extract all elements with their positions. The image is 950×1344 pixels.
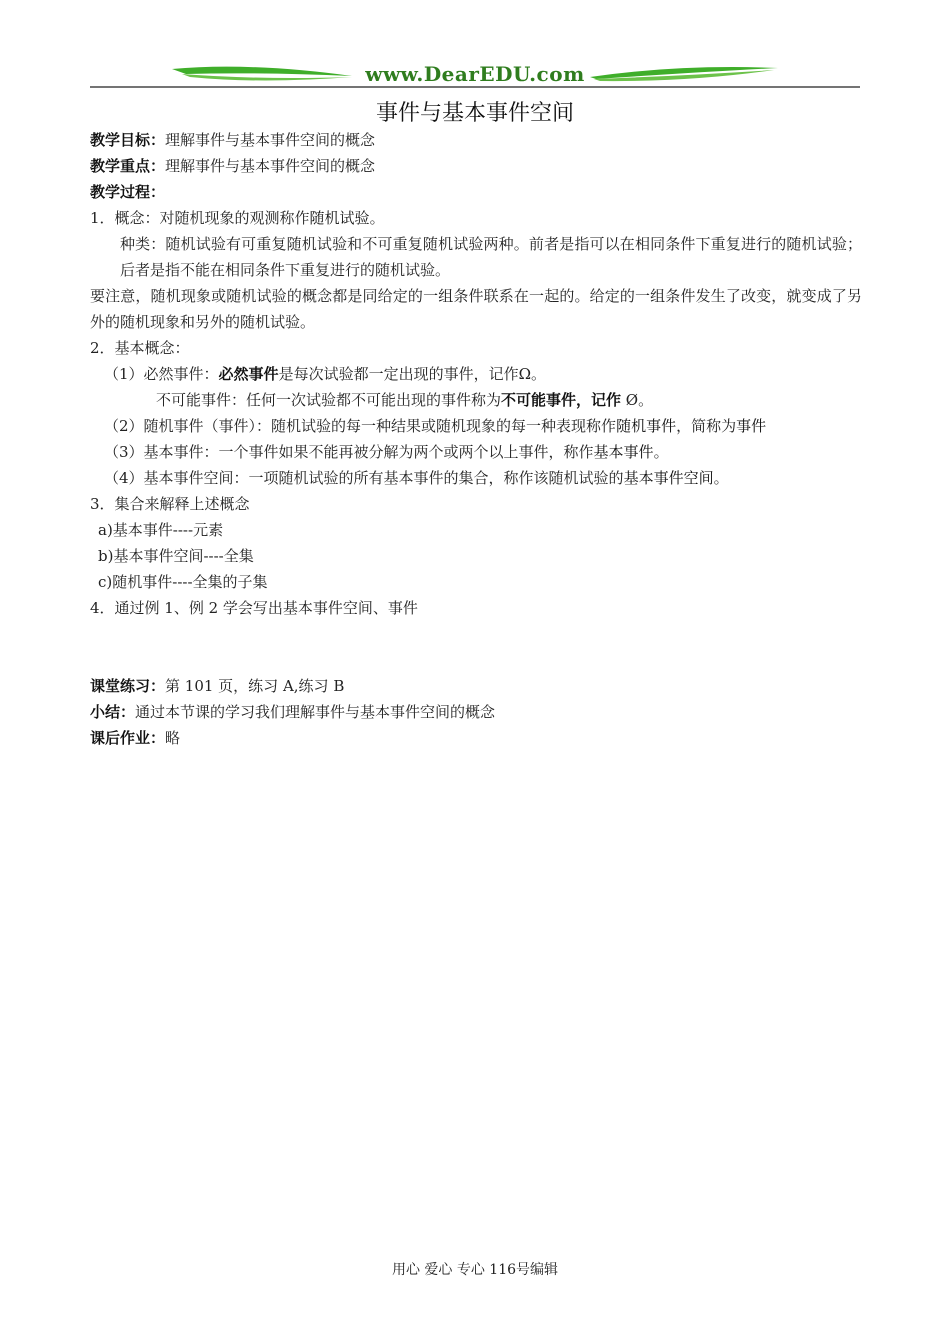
section-1-note: 要注意，随机现象或随机试验的概念都是同给定的一组条件联系在一起的。给定的一组条件发生了改变，就变成了另外的随机现象和另外的随机试验。 <box>90 287 862 331</box>
section-3-heading: 3．集合来解释上述概念 <box>90 495 250 513</box>
basic-event-text: （3）基本事件：一个事件如果不能再被分解为两个或两个以上事件，称作 <box>104 443 594 461</box>
summary-label: 小结： <box>90 703 136 721</box>
homework-line <box>90 725 862 751</box>
page-title: 事件与基本事件空间 <box>375 101 574 126</box>
set-mapping-a: a)基本事件----元素 <box>98 521 224 539</box>
spacer <box>90 621 862 673</box>
section-2-heading: 2．基本概念： <box>90 339 190 357</box>
concept-random-event <box>90 413 862 439</box>
focus-label: 教学重点： <box>90 157 166 175</box>
certain-event-text: 是每次试验都一定出现的事件，记作 <box>278 365 519 383</box>
basic-event-end: 。 <box>653 443 669 461</box>
homework-text: 略 <box>165 729 181 747</box>
section-4: 4．通过例 1、例 2 学会写出基本事件空间、事件 <box>90 599 418 617</box>
homework-label: 课后作业： <box>90 729 166 747</box>
site-logo-text[interactable]: www.DearEDU.com <box>365 62 585 86</box>
practice-label: 课堂练习： <box>90 677 166 695</box>
focus-line <box>90 153 862 179</box>
random-event-text: （2）随机事件（事件）：随机试验的每一种结果或随机现象的每一种表现称作 <box>104 417 617 435</box>
certain-event-prefix: （1）必然事件： <box>104 365 219 383</box>
summary-text: 通过本节课的学习我们理解事件与基本事件空间的概念 <box>135 703 496 721</box>
document-body <box>90 127 862 751</box>
random-event-mid: ，简称为 <box>676 417 737 435</box>
objective-label: 教学目标： <box>90 131 166 149</box>
concept-certain-event <box>90 361 862 387</box>
process-line <box>90 179 862 205</box>
basic-event-space-end: 。 <box>713 469 729 487</box>
objective-text: 理解事件与基本事件空间的概念 <box>165 131 376 149</box>
concept-basic-event <box>90 439 862 465</box>
basic-event-space-text: （4）基本事件空间：一项随机试验的所有基本事件的集合，称作该随机试验的 <box>104 469 624 487</box>
certain-event-end: 。 <box>531 365 547 383</box>
concept-impossible-event <box>90 387 862 413</box>
term-basic-event-space: 基本事件空间 <box>623 469 714 487</box>
omega-symbol: Ω <box>518 365 532 383</box>
term-event: 事件 <box>736 417 767 435</box>
practice-line <box>90 673 862 699</box>
impossible-event-text: 不可能事件：任何一次试验都不可能出现的事件称为 <box>156 391 502 409</box>
process-label: 教学过程： <box>90 183 166 201</box>
term-random-trial: 随机试验 <box>309 209 370 227</box>
focus-text: 理解事件与基本事件空间的概念 <box>165 157 376 175</box>
summary-line <box>90 699 862 725</box>
section-1-intro-end: 。 <box>369 209 385 227</box>
empty-set-symbol: Ø。 <box>621 391 654 409</box>
set-mapping-b: b)基本事件空间----全集 <box>98 547 254 565</box>
section-1-intro-text: 1．概念：对随机现象的观测称作 <box>90 209 310 227</box>
section-1-intro <box>90 205 862 231</box>
site-header <box>90 56 860 90</box>
term-impossible-event: 不可能事件，记作 <box>501 391 622 409</box>
practice-text: 第 101 页，练习 A,练习 B <box>165 677 345 695</box>
term-basic-event: 基本事件 <box>593 443 654 461</box>
set-mapping-c: c)随机事件----全集的子集 <box>98 573 268 591</box>
page-footer: 用心 爱心 专心 116号编辑 <box>391 1262 559 1278</box>
section-1-types: 种类：随机试验有可重复随机试验和不可重复随机试验两种。前者是指可以在相同条件下重复进行的随机试验；后者是指不能在相同条件下重复进行的随机试验。 <box>120 235 862 279</box>
concept-basic-event-space <box>90 465 862 491</box>
term-certain-event: 必然事件 <box>218 365 279 383</box>
objective-line <box>90 127 862 153</box>
term-random-event: 随机事件 <box>616 417 677 435</box>
